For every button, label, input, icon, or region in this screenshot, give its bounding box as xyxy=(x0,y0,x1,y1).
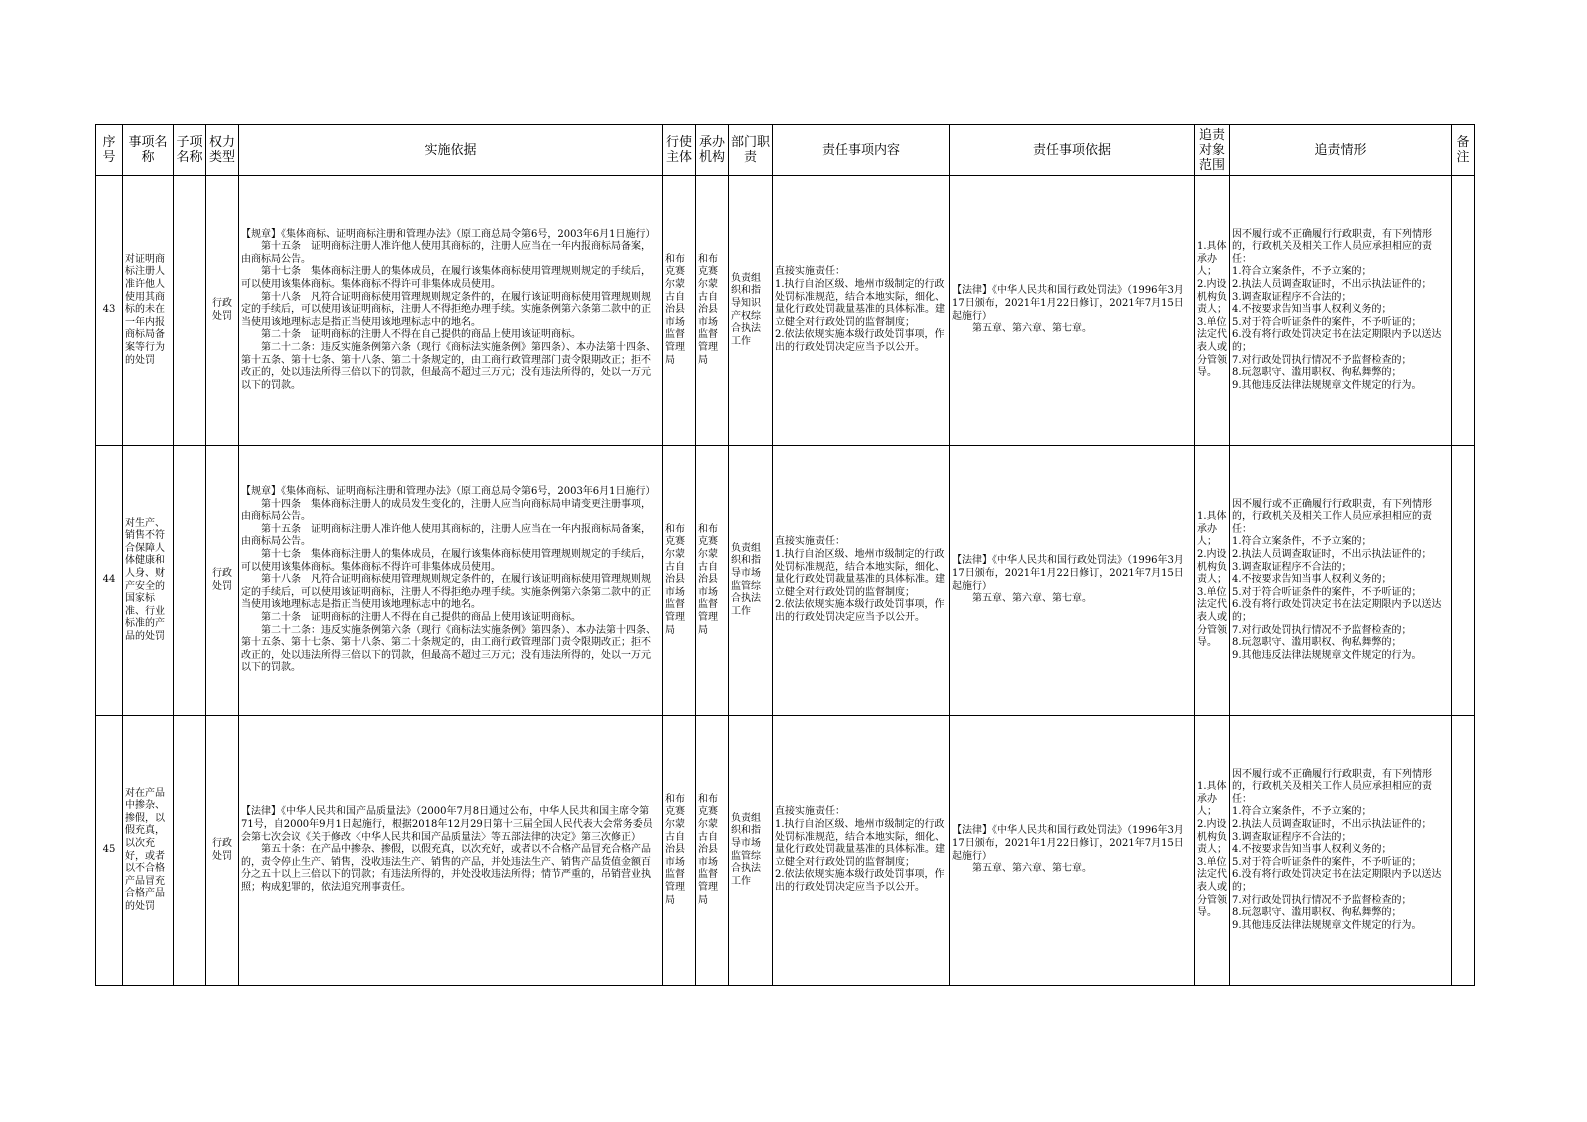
row-item-name: 对在产品中掺杂、掺假，以假充真，以次充好，或者以不合格产品冒充合格产品的处罚 xyxy=(123,716,174,986)
responsibility-text: 直接实施责任： 1.执行自治区级、地州市级制定的行政处罚标准规范，结合本地实际，细化、量化行政处罚裁量基准的具体标准。建立健全对行政处罚的监督制度； 2.依法依规实施本级行政处罚事项，作出的行政处罚决定应当予以公开。 xyxy=(775,806,945,893)
header-item-name: 事项名称 xyxy=(123,125,174,176)
row-no: 43 xyxy=(96,176,123,446)
row-item-name: 对生产、销售不符合保障人体健康和人身、财产安全的国家标准、行业标准的产品的处罚 xyxy=(123,446,174,716)
basis-paragraph: 第二十条 证明商标的注册人不得在自己提供的商品上使用该证明商标。 xyxy=(241,611,581,623)
row-no: 45 xyxy=(96,716,123,986)
row-resp-basis xyxy=(950,716,1195,986)
basis-paragraph: 第十八条 凡符合证明商标使用管理规则规定条件的，在履行该证明商标使用管理规则规定的手续后，可以使用该证明商标，注册人不得拒绝办理手续。实施条例第六条第二款中的正当使用该地理标志是指正当使用该地理标志中的地名。 xyxy=(241,574,651,611)
row-subject: 和布克赛尔蒙古自治县市场监督管理局 xyxy=(663,446,696,716)
basis-paragraph: 第十四条 集体商标注册人的成员发生变化的，注册人应当向商标局申请变更注册事项，由商标局公告。 xyxy=(241,498,651,523)
circumstances-text: 因不履行或不正确履行行政职责，有下列情形的，行政机关及相关工作人员应承担相应的责任： 1.符合立案条件，不予立案的； 2.执法人员调查取证时，不出示执法证件的； 3.调查取证程序不合法的； 4.不按要求告知当事人权利义务的； 5.对于符合听证条件的案件，不予听证的； 6.没有将行政处罚决定书在法定期限内予以送达的； 7.对行政处罚执行情况不予监督检查的； 8.玩忽职守、滥用职权、徇私舞弊的； 9.其他违反法律法规规章文件规定的行为。 xyxy=(1232,498,1442,661)
accountable-text: 1.具体承办人； 2.内设机构负责人； 3.单位法定代表人或分管领导。 xyxy=(1197,781,1227,919)
row-sub-item xyxy=(174,716,206,986)
header-power-type: 权力类型 xyxy=(206,125,239,176)
basis-paragraph: 第十八条 凡符合证明商标使用管理规则规定条件的，在履行该证明商标使用管理规则规定的手续后，可以使用该证明商标，注册人不得拒绝办理手续。实施条例第六条第二款中的正当使用该地理标志是指正当使用该地理标志中的地名。 xyxy=(241,291,651,328)
basis-paragraph: 第二十条 证明商标的注册人不得在自己提供的商品上使用该证明商标。 xyxy=(241,329,581,341)
basis-paragraph: 第十五条 证明商标注册人准许他人使用其商标的，注册人应当在一年内报商标局备案，由商标局公告。 xyxy=(241,241,651,265)
row-circumstances xyxy=(1230,446,1452,716)
header-circumstances: 追责情形 xyxy=(1230,125,1452,176)
row-responsibility xyxy=(773,446,950,716)
basis-paragraph: 【规章】《集体商标、证明商标注册和管理办法》（原工商总局令第6号，2003年6月1日施行） xyxy=(241,486,656,498)
header-resp-basis: 责任事项依据 xyxy=(950,125,1195,176)
row-resp-basis xyxy=(950,446,1195,716)
header-responsibility: 责任事项内容 xyxy=(773,125,950,176)
row-remark xyxy=(1452,446,1475,716)
accountable-text: 1.具体承办人； 2.内设机构负责人； 3.单位法定代表人或分管领导。 xyxy=(1197,511,1227,649)
resp-basis-text: 【法律】《中华人民共和国行政处罚法》（1996年3月17日颁布，2021年1月22日修订，2021年7月15日起施行） 第五章、第六章、第七章。 xyxy=(952,825,1184,875)
row-power-type: 行政处罚 xyxy=(206,716,239,986)
table-row xyxy=(96,716,1475,986)
row-power-type: 行政处罚 xyxy=(206,176,239,446)
header-no: 序号 xyxy=(96,125,123,176)
row-circumstances xyxy=(1230,716,1452,986)
header-agency: 承办机构 xyxy=(696,125,729,176)
responsibility-text: 直接实施责任： 1.执行自治区级、地州市级制定的行政处罚标准规范，结合本地实际，细化、量化行政处罚裁量基准的具体标准。建立健全对行政处罚的监督制度； 2.依法依规实施本级行政处罚事项，作出的行政处罚决定应当予以公开。 xyxy=(775,536,945,623)
row-sub-item xyxy=(174,446,206,716)
circumstances-text: 因不履行或不正确履行行政职责，有下列情形的，行政机关及相关工作人员应承担相应的责任： 1.符合立案条件，不予立案的； 2.执法人员调查取证时，不出示执法证件的； 3.调查取证程序不合法的； 4.不按要求告知当事人权利义务的； 5.对于符合听证条件的案件，不予听证的； 6.没有将行政处罚决定书在法定期限内予以送达的； 7.对行政处罚执行情况不予监督检查的； 8.玩忽职守、滥用职权、徇私舞弊的； 9.其他违反法律法规规章文件规定的行为。 xyxy=(1232,228,1442,391)
row-accountable xyxy=(1195,716,1230,986)
row-item-name: 对证明商标注册人准许他人使用其商标的未在一年内报商标局备案等行为的处罚 xyxy=(123,176,174,446)
row-duty: 负责组织和指导知识产权综合执法工作 xyxy=(729,176,773,446)
row-circumstances xyxy=(1230,176,1452,446)
basis-paragraph: 第十七条 集体商标注册人的集体成员，在履行该集体商标使用管理规则规定的手续后，可以使用该集体商标。集体商标不得许可非集体成员使用。 xyxy=(241,549,651,573)
table-row xyxy=(96,176,1475,446)
basis-paragraph: 第十七条 集体商标注册人的集体成员，在履行该集体商标使用管理规则规定的手续后，可以使用该集体商标。集体商标不得许可非集体成员使用。 xyxy=(241,266,651,291)
row-responsibility xyxy=(773,176,950,446)
header-duty: 部门职责 xyxy=(729,125,773,176)
header-basis: 实施依据 xyxy=(239,125,663,176)
row-remark xyxy=(1452,716,1475,986)
row-subject: 和布克赛尔蒙古自治县市场监督管理局 xyxy=(663,176,696,446)
header-row xyxy=(96,125,1475,176)
row-accountable xyxy=(1195,176,1230,446)
row-no: 44 xyxy=(96,446,123,716)
row-resp-basis xyxy=(950,176,1195,446)
basis-paragraph: 第五十条：在产品中掺杂、掺假，以假充真，以次充好，或者以不合格产品冒充合格产品的，责令停止生产、销售，没收违法生产、销售的产品，并处违法生产、销售产品货值金额百分之五十以上三倍以下的罚款；有违法所得的，并处没收违法所得；情节严重的，吊销营业执照；构成犯罪的，依法追究刑事责任。 xyxy=(241,844,651,893)
accountable-text: 1.具体承办人； 2.内设机构负责人； 3.单位法定代表人或分管领导。 xyxy=(1197,241,1227,379)
resp-basis-text: 【法律】《中华人民共和国行政处罚法》（1996年3月17日颁布，2021年1月22日修订，2021年7月15日起施行） 第五章、第六章、第七章。 xyxy=(952,555,1184,605)
table-row xyxy=(96,446,1475,716)
responsibility-text: 直接实施责任： 1.执行自治区级、地州市级制定的行政处罚标准规范，结合本地实际，细化、量化行政处罚裁量基准的具体标准。建立健全对行政处罚的监督制度； 2.依法依规实施本级行政处罚事项，作出的行政处罚决定应当予以公开。 xyxy=(775,266,945,353)
row-basis xyxy=(239,716,663,986)
row-responsibility xyxy=(773,716,950,986)
basis-paragraph: 第十五条 证明商标注册人准许他人使用其商标的，注册人应当在一年内报商标局备案，由商标局公告。 xyxy=(241,523,651,548)
row-basis xyxy=(239,176,663,446)
circumstances-text: 因不履行或不正确履行行政职责，有下列情形的，行政机关及相关工作人员应承担相应的责任： 1.符合立案条件，不予立案的； 2.执法人员调查取证时，不出示执法证件的； 3.调查取证程序不合法的； 4.不按要求告知当事人权利义务的； 5.对于符合听证条件的案件，不予听证的； 6.没有将行政处罚决定书在法定期限内予以送达的； 7.对行政处罚执行情况不予监督检查的； 8.玩忽职守、滥用职权、徇私舞弊的； 9.其他违反法律法规规章文件规定的行为。 xyxy=(1232,768,1442,931)
header-remark: 备注 xyxy=(1452,125,1475,176)
basis-paragraph: 第二十二条：违反实施条例第六条（现行《商标法实施条例》第四条）、本办法第十四条、第十五条、第十七条、第十八条、第二十条规定的，由工商行政管理部门责令限期改正；拒不改正的，处以违法所得三倍以下的罚款，但最高不超过三万元；没有违法所得的，处以一万元以下的罚款。 xyxy=(241,341,656,391)
basis-paragraph: 【规章】《集体商标、证明商标注册和管理办法》（原工商总局令第6号，2003年6月1日施行） xyxy=(241,228,656,240)
header-accountable: 追责对象范围 xyxy=(1195,125,1230,176)
row-remark xyxy=(1452,176,1475,446)
basis-paragraph: 第二十二条：违反实施条例第六条（现行《商标法实施条例》第四条）、本办法第十四条、第十五条、第十七条、第十八条、第二十条规定的，由工商行政管理部门责令限期改正；拒不改正的，处以违法所得三倍以下的罚款，但最高不超过三万元；没有违法所得的，处以一万元以下的罚款。 xyxy=(241,624,656,674)
row-agency: 和布克赛尔蒙古自治县市场监督管理局 xyxy=(696,176,729,446)
row-basis xyxy=(239,446,663,716)
row-accountable xyxy=(1195,446,1230,716)
resp-basis-text: 【法律】《中华人民共和国行政处罚法》（1996年3月17日颁布，2021年1月22日修订，2021年7月15日起施行） 第五章、第六章、第七章。 xyxy=(952,285,1184,335)
row-power-type: 行政处罚 xyxy=(206,446,239,716)
row-subject: 和布克赛尔蒙古自治县市场监督管理局 xyxy=(663,716,696,986)
power-list-table xyxy=(95,124,1475,986)
basis-paragraph: 【法律】《中华人民共和国产品质量法》（2000年7月8日通过公布，中华人民共和国主席令第71号，自2000年9月1日起施行，根据2018年12月29日第十三届全国人民代表大会常务委员会第七次会议《关于修改〈中华人民共和国产品质量法〉等五部法律的决定》第三次修正） xyxy=(241,806,653,843)
row-agency: 和布克赛尔蒙古自治县市场监督管理局 xyxy=(696,716,729,986)
row-agency: 和布克赛尔蒙古自治县市场监督管理局 xyxy=(696,446,729,716)
row-duty: 负责组织和指导市场监管综合执法工作 xyxy=(729,716,773,986)
row-duty: 负责组织和指导市场监管综合执法工作 xyxy=(729,446,773,716)
header-sub-item: 子项名称 xyxy=(174,125,206,176)
row-sub-item xyxy=(174,176,206,446)
header-subject: 行使主体 xyxy=(663,125,696,176)
